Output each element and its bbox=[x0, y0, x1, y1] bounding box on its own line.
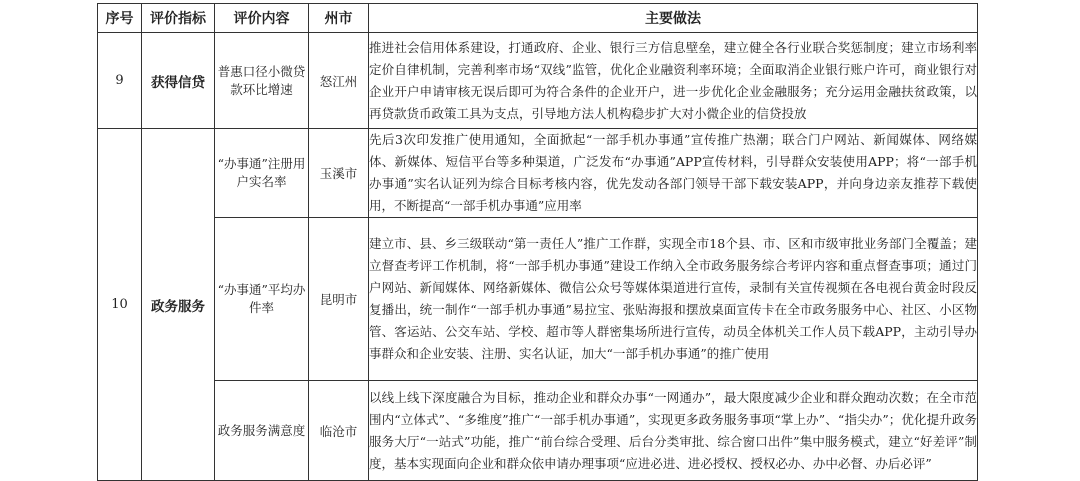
table-row bbox=[98, 33, 978, 129]
header-seq: 序号 bbox=[98, 4, 142, 33]
row-city: 临沧市 bbox=[309, 381, 369, 481]
row-content: “办事通”平均办件率 bbox=[215, 218, 309, 381]
row-seq: 10 bbox=[98, 129, 142, 481]
row-content: “办事通”注册用户实名率 bbox=[215, 129, 309, 218]
table-row bbox=[98, 218, 978, 381]
header-row bbox=[98, 4, 978, 33]
policy-table bbox=[97, 3, 978, 481]
row-practice: 先后3次印发推广使用通知，全面掀起“一部手机办事通”宣传推广热潮；联合门户网站、新闻媒体、网络媒体、新媒体、短信平台等多种渠道，广泛发布“办事通”APP宣传材料，引导群众安装使用APP；将“一部手机办事通”实名认证列为综合目标考核内容，优先发动各部门领导干部下载安装APP，并向身边亲友推荐下载使用，不断提高“一部手机办事通”应用率 bbox=[369, 129, 978, 218]
header-indicator: 评价指标 bbox=[142, 4, 215, 33]
row-content: 政务服务满意度 bbox=[215, 381, 309, 481]
row-indicator: 获得信贷 bbox=[142, 33, 215, 129]
header-practice: 主要做法 bbox=[369, 4, 978, 33]
row-city: 玉溪市 bbox=[309, 129, 369, 218]
row-indicator: 政务服务 bbox=[142, 129, 215, 481]
row-practice: 推进社会信用体系建设，打通政府、企业、银行三方信息壁垒，建立健全各行业联合奖惩制度；建立市场利率定价自律机制，完善利率市场“双线”监管，优化企业融资利率环境；全面取消企业银行账户许可，商业银行对企业开户申请审核无误后即可为符合条件的企业开户，进一步优化企业金融服务；充分运用金融扶贫政策，以再贷款货币政策工具为支点，引导地方法人机构稳步扩大对小微企业的信贷投放 bbox=[369, 33, 978, 129]
header-content: 评价内容 bbox=[215, 4, 309, 33]
row-practice: 以线上线下深度融合为目标，推动企业和群众办事“一网通办”，最大限度减少企业和群众跑动次数；在全市范围内“立体式”、“多维度”推广“一部手机办事通”，实现更多政务服务事项“掌上办”、“指尖办”；优化提升政务服务大厅“一站式”功能，推广“前台综合受理、后台分类审批、综合窗口出件”集中服务模式，建立“好差评”制度，基本实现面向企业和群众依申请办理事项“应进必进、进必授权、授权必办、办中必督、办后必评” bbox=[369, 381, 978, 481]
row-city: 怒江州 bbox=[309, 33, 369, 129]
row-content: 普惠口径小微贷款环比增速 bbox=[215, 33, 309, 129]
header-city: 州市 bbox=[309, 4, 369, 33]
row-practice: 建立市、县、乡三级联动“第一责任人”推广工作群，实现全市18个县、市、区和市级审批业务部门全覆盖；建立督查考评工作机制，将“一部手机办事通”建设工作纳入全市政务服务综合考评内容和重点督查事项；通过门户网站、新闻媒体、网络新媒体、微信公众号等媒体渠道进行宣传，录制有关宣传视频在各电视台黄金时段反复播出，统一制作“一部手机办事通”易拉宝、张贴海报和摆放桌面宣传卡在全市政务服务中心、社区、小区物管、客运站、公交车站、学校、超市等人群密集场所进行宣传，动员全体机关工作人员下载APP，主动引导办事群众和企业安装、注册、实名认证，加大“一部手机办事通”的推广使用 bbox=[369, 218, 978, 381]
table-row bbox=[98, 381, 978, 481]
table-row bbox=[98, 129, 978, 218]
row-seq: 9 bbox=[98, 33, 142, 129]
row-city: 昆明市 bbox=[309, 218, 369, 381]
